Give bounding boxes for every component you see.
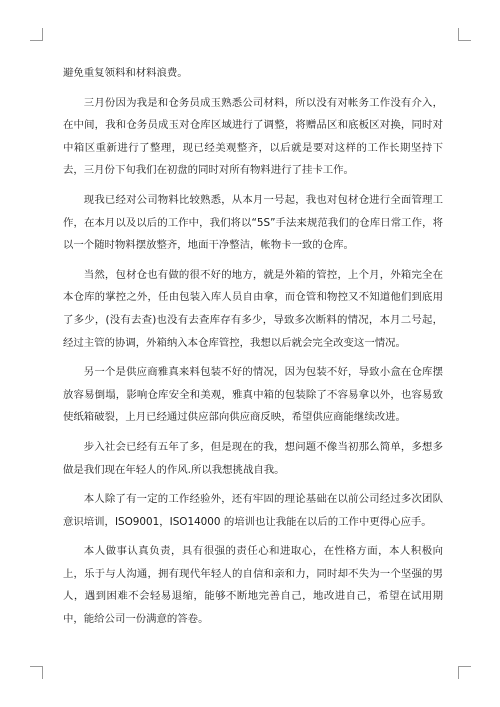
crop-mark-bottom-right bbox=[458, 666, 471, 679]
paragraph: 现我已经对公司物料比较熟悉，从本月一号起，我也对包材仓进行全面管理工作，在本月以及以后的工作中，我们将以“5S”手法来规范我们的仓库日常工作，将以一个随时物料摆放整齐，地面干净整洁，帐物卡一致的仓库。 bbox=[63, 193, 443, 252]
paragraph: 本人做事认真负责，具有很强的责任心和进取心，在性格方面，本人积极向上，乐于与人沟通，拥有现代年轻人的自信和亲和力，同时却不失为一个坚强的男人，遇到困难不会轻易退缩，能够不断地完善自己，地改进自己，希望在试用期中，能给公司一份满意的答卷。 bbox=[63, 545, 443, 626]
document-body bbox=[63, 62, 443, 638]
paragraph: 步入社会已经有五年了多，但是现在的我，想问题不像当初那么简单，多想多做是我们现在年轻人的作风.所以我想挑战自我。 bbox=[63, 440, 443, 476]
paragraph: 另一个是供应商雅真来料包装不好的情况，因为包装不好，导致小盒在仓库摆放容易倒塌，影响仓库安全和美观，雅真中箱的包装除了不容易拿以外，也容易致使纸箱破裂，上月已经通过供应部向供应商反映，希望供应商能继续改进。 bbox=[63, 366, 443, 424]
crop-mark-top-right bbox=[458, 28, 471, 41]
crop-mark-bottom-left bbox=[30, 666, 43, 679]
paragraph: 本人除了有一定的工作经验外，还有牢固的理论基础在以前公司经过多次团队意识培训，ISO9001，ISO14000 的培训也让我能在以后的工作中更得心应手。 bbox=[63, 493, 443, 528]
paragraph: 三月份因为我是和仓务员成玉熟悉公司材料，所以没有对帐务工作没有介入，在中间，我和仓务员成玉对仓库区域进行了调整，将赠品区和底板区对换，同时对中箱区重新进行了整理，现已经美观整齐，以后就是要对这样的工作长期坚持下去，三月份下旬我们在初盘的同时对所有物料进行了挂卡工作。 bbox=[63, 96, 443, 177]
crop-mark-top-left bbox=[30, 28, 43, 41]
paragraph: 当然，包材仓也有做的很不好的地方，就是外箱的管控，上个月，外箱完全在本仓库的掌控之外，任由包装入库人员自由拿，而仓管和物控又不知道他们到底用了多少，(没有去查)也没有去查库存有多少，导致多次断料的情况，本月二号起，经过主管的协调，外箱纳入本仓库管控，我想以后就会完全改变这一情况。 bbox=[63, 268, 443, 349]
paragraph-continued: 避免重复领料和材料浪费。 bbox=[63, 67, 188, 79]
